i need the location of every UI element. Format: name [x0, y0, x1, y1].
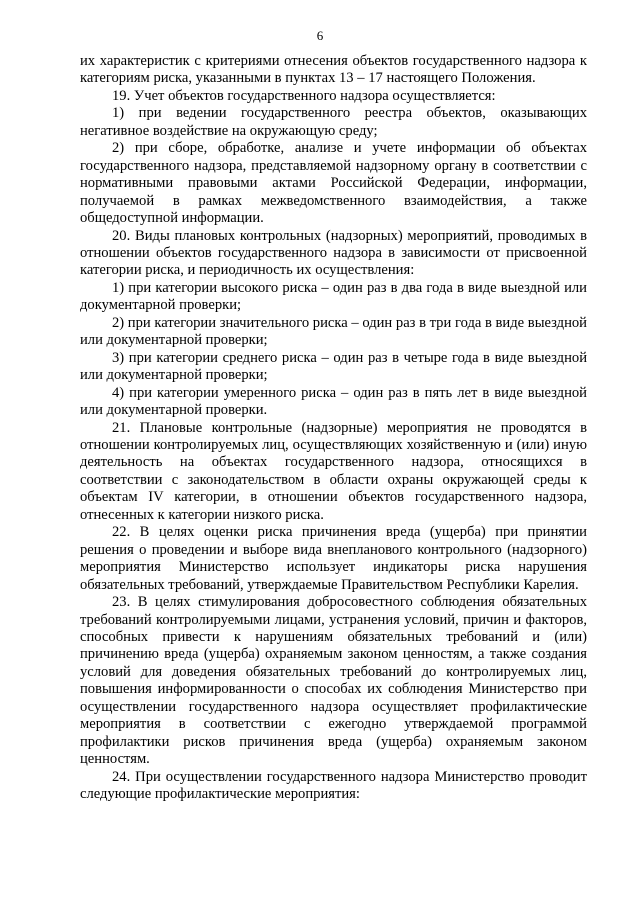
paragraph-item-20-4: 4) при категории умеренного риска – один раз в пять лет в виде выездной или документарной проверки.: [80, 384, 587, 419]
paragraph-item-23: 23. В целях стимулирования добросовестного соблюдения обязательных требований контролируемыми лицами, устранения условий, причин и факторов, способных привести к нарушениям обязательных требований и (или) причинению вреда (ущерба) охраняемым законом ценностям, а также создания условий для доведения обязательных требований до контролируемых лиц, повышения информированности о способах их соблюдения Министерство при осуществлении государственного надзора осуществляет профилактические мероприятия в соответствии с ежегодно утверждаемой программой профилактики рисков причинения вреда (ущерба) охраняемым законом ценностям.: [80, 594, 587, 768]
document-body: [80, 53, 587, 803]
paragraph-item-21: 21. Плановые контрольные (надзорные) мероприятия не проводятся в отношении контролируемых лиц, осуществляющих хозяйственную и (или) иную деятельность на объектах государственного надзора, относящихся в соответствии с законодательством в области охраны окружающей среды к объектам IV категории, в отношении объектов государственного надзора, отнесенных к категории низкого риска.: [80, 419, 587, 523]
paragraph-item-24: 24. При осуществлении государственного надзора Министерство проводит следующие профилактические мероприятия:: [80, 768, 587, 803]
paragraph-item-19: 19. Учет объектов государственного надзора осуществляется:: [112, 87, 496, 104]
page-number: 6: [316, 28, 324, 43]
paragraph-item-19-2: 2) при сборе, обработке, анализе и учете информации об объектах государственного надзора, представляемой надзорному органу в соответствии с нормативными правовыми актами Российской Федерации, информации, получаемой в рамках межведомственного взаимодействия, а также общедоступной информации.: [80, 140, 587, 227]
paragraph-item-20-1: 1) при категории высокого риска – один раз в два года в виде выездной или документарной проверки;: [80, 279, 587, 314]
paragraph-item-19-1: 1) при ведении государственного реестра объектов, оказывающих негативное воздействие на окружающую среду;: [80, 105, 587, 139]
paragraph-item-20-2: 2) при категории значительного риска – один раз в три года в виде выездной или документарной проверки;: [80, 314, 587, 349]
paragraph-item-20: 20. Виды плановых контрольных (надзорных) мероприятий, проводимых в отношении объектов государственного надзора в зависимости от присвоенной категории риска, и периодичность их осуществления:: [80, 227, 587, 279]
paragraph-continuation: их характеристик с критериями отнесения объектов государственного надзора к категориям риска, указанными в пунктах 13 – 17 настоящего Положения.: [80, 53, 587, 87]
paragraph-item-20-3: 3) при категории среднего риска – один раз в четыре года в виде выездной или документарной проверки;: [80, 349, 587, 384]
paragraph-item-22: 22. В целях оценки риска причинения вреда (ущерба) при принятии решения о проведении и выборе вида внепланового контрольного (надзорного) мероприятия Министерство использует индикаторы риска нарушения обязательных требований, утверждаемые Правительством Республики Карелия.: [80, 524, 587, 593]
